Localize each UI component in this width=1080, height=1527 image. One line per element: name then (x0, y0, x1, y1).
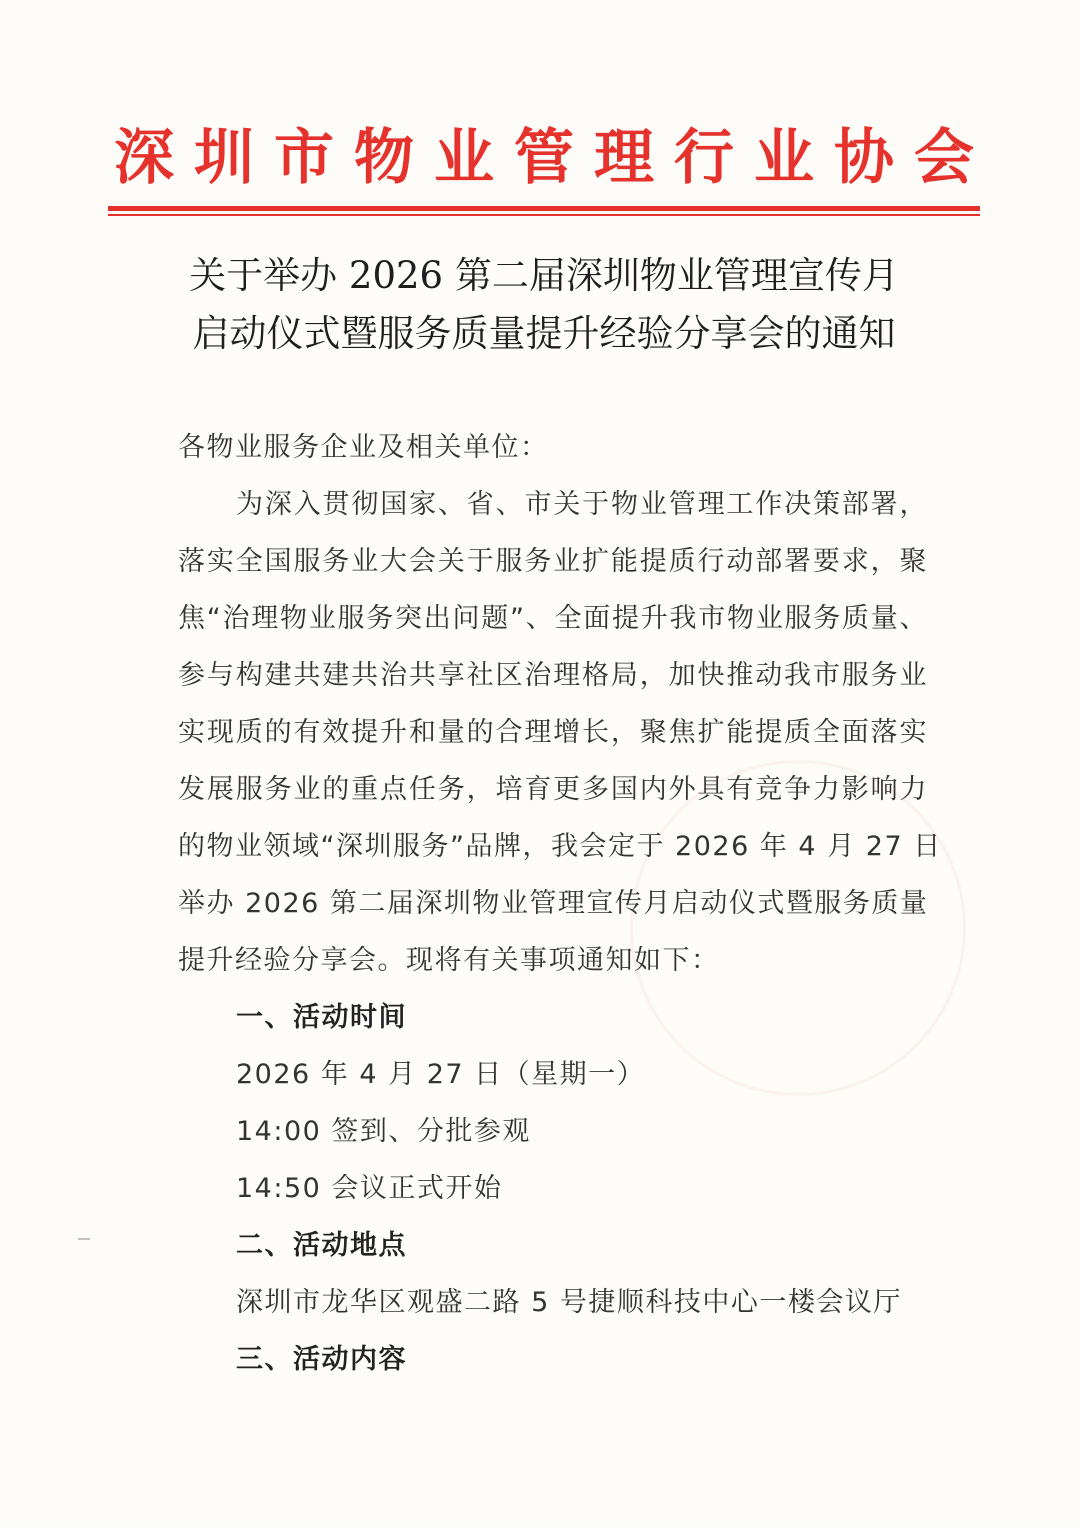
paragraph-line: 发展服务业的重点任务，培育更多国内外具有竞争力影响力 (178, 774, 928, 805)
association-letterhead (108, 118, 980, 198)
scan-mark (78, 1238, 90, 1240)
document-title-line-2: 启动仪式暨服务质量提升经验分享会的通知 (192, 312, 896, 355)
letterhead-char: 深 (114, 123, 174, 193)
letterhead-divider-thick (108, 206, 980, 211)
paragraph-line: 提升经验分享会。现将有关事项通知如下： (178, 945, 720, 976)
letterhead-char: 业 (434, 123, 494, 193)
schedule-item: 14:00 签到、分批参观 (236, 1116, 531, 1147)
paragraph-line: 焦“治理物业服务突出问题”、全面提升我市物业服务质量、 (178, 603, 928, 634)
letterhead-char: 市 (274, 123, 334, 193)
letterhead-char: 物 (354, 123, 414, 193)
section-heading-time: 一、活动时间 (236, 1002, 407, 1033)
faint-seal-watermark (630, 760, 966, 1096)
paragraph-line: 的物业领域“深圳服务”品牌，我会定于 2026 年 4 月 27 日 (178, 831, 942, 862)
letterhead-char: 管 (514, 123, 574, 193)
letterhead-divider-thin (108, 214, 980, 216)
letterhead-char: 会 (914, 123, 974, 193)
paragraph-line: 举办 2026 第二届深圳物业管理宣传月启动仪式暨服务质量 (178, 888, 929, 919)
letterhead-char: 行 (674, 123, 734, 193)
event-date: 2026 年 4 月 27 日（星期一） (236, 1059, 646, 1090)
paragraph-line: 落实全国服务业大会关于服务业扩能提质行动部署要求，聚 (178, 546, 928, 577)
document-title-line-1: 关于举办 2026 第二届深圳物业管理宣传月 (189, 254, 899, 297)
paragraph-line: 参与构建共建共治共享社区治理格局，加快推动我市服务业 (178, 660, 928, 691)
event-address: 深圳市龙华区观盛二路 5 号捷顺科技中心一楼会议厅 (236, 1287, 902, 1318)
paragraph-line: 为深入贯彻国家、省、市关于物业管理工作决策部署， (236, 489, 928, 520)
salutation: 各物业服务企业及相关单位： (178, 432, 549, 463)
letterhead-char: 理 (594, 123, 654, 193)
section-heading-location: 二、活动地点 (236, 1230, 407, 1261)
section-heading-content: 三、活动内容 (236, 1344, 407, 1375)
letterhead-char: 协 (834, 123, 894, 193)
paragraph-line: 实现质的有效提升和量的合理增长，聚焦扩能提质全面落实 (178, 717, 928, 748)
letterhead-char: 圳 (194, 123, 254, 193)
letterhead-char: 业 (754, 123, 814, 193)
schedule-item: 14:50 会议正式开始 (236, 1173, 503, 1204)
